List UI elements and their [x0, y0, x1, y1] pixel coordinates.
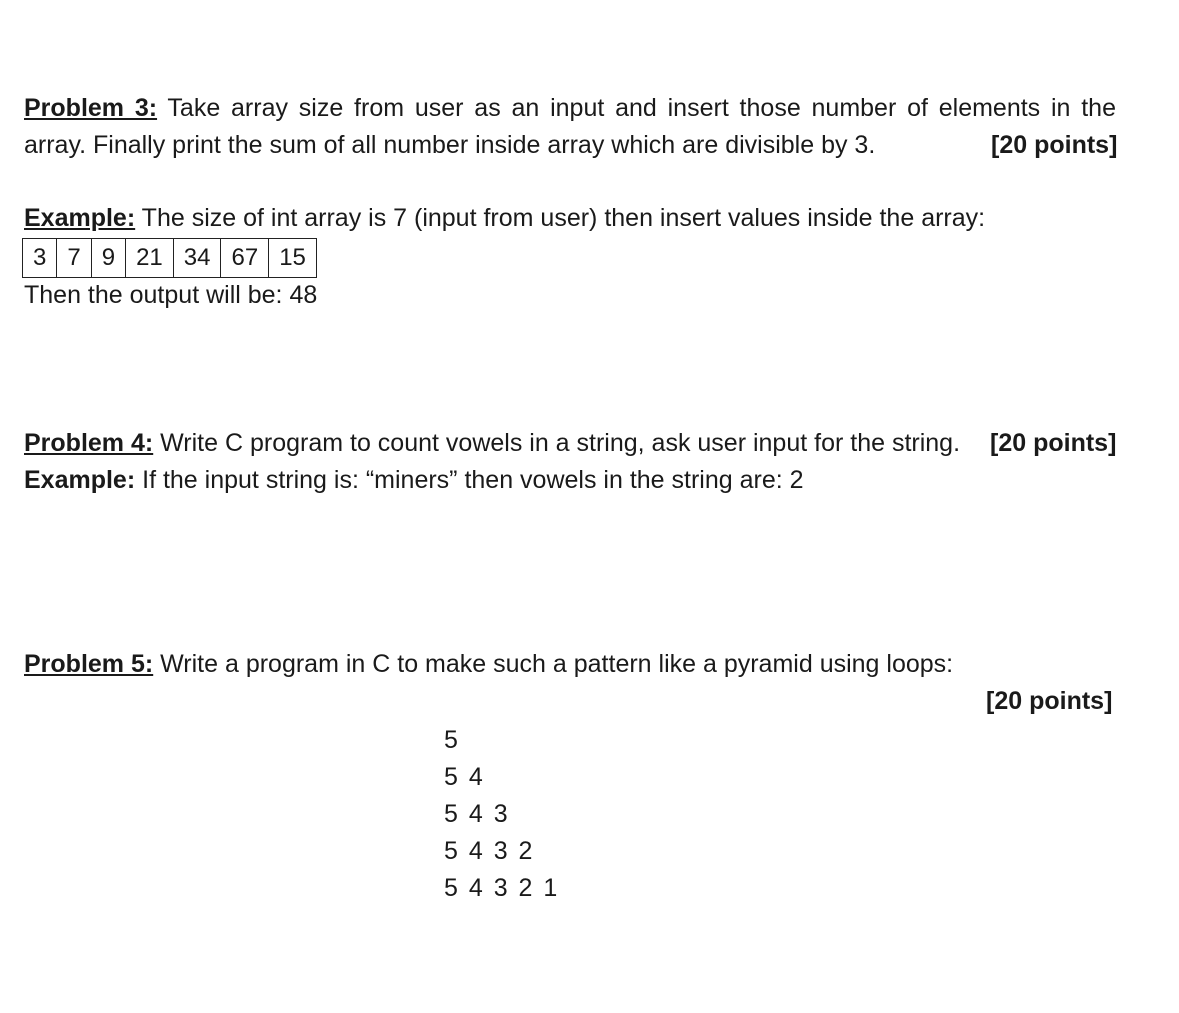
pyramid-row: 5 4 3 2 — [444, 837, 533, 865]
array-row — [23, 239, 317, 278]
array-cell: 67 — [221, 239, 269, 278]
problem3-example-text: The size of int array is 7 (input from user) then insert values inside the array: — [141, 204, 986, 232]
problem3-example — [24, 200, 985, 236]
pyramid-row: 5 4 3 2 1 — [444, 874, 558, 902]
array-cell: 7 — [57, 239, 91, 278]
problem3-heading: Problem 3: — [24, 94, 158, 122]
problem4-points: [20 points] — [990, 429, 1117, 457]
problem3-text-line2: array. Finally print the sum of all number inside array which are divisible by 3. — [24, 131, 876, 159]
pyramid-row: 5 4 3 — [444, 800, 508, 828]
problem4-text: Write C program to count vowels in a string, ask user input for the string. — [160, 429, 961, 457]
array-cell: 9 — [91, 239, 125, 278]
problem4-example-text: If the input string is: “miners” then vowels in the string are: 2 — [142, 466, 804, 494]
problem5-text: Write a program in C to make such a pattern like a pyramid using loops: — [160, 650, 954, 678]
pyramid-row: 5 4 — [444, 763, 483, 791]
problem4-example — [24, 462, 804, 498]
example-array-table — [22, 238, 317, 278]
array-cell: 3 — [23, 239, 57, 278]
problem4-heading: Problem 4: — [24, 429, 154, 457]
problem3-text-line1: Take array size from user as an input and insert those number of elements in the — [167, 94, 1116, 122]
problem3-output: Then the output will be: 48 — [24, 281, 318, 309]
pyramid-row: 5 — [444, 726, 458, 754]
problem5-points: [20 points] — [986, 687, 1113, 715]
array-cell: 21 — [126, 239, 174, 278]
problem3-points: [20 points] — [991, 131, 1118, 159]
problem3-example-label: Example: — [24, 204, 136, 232]
problem5-heading: Problem 5: — [24, 650, 154, 678]
array-cell: 34 — [173, 239, 221, 278]
problem3-line1 — [24, 90, 1116, 126]
problem4-example-label: Example: — [24, 466, 136, 494]
pyramid-pattern — [444, 722, 557, 907]
array-cell: 15 — [269, 239, 317, 278]
problem4-line — [24, 425, 960, 461]
problem5-line — [24, 646, 953, 682]
problem3-line2 — [24, 127, 875, 163]
